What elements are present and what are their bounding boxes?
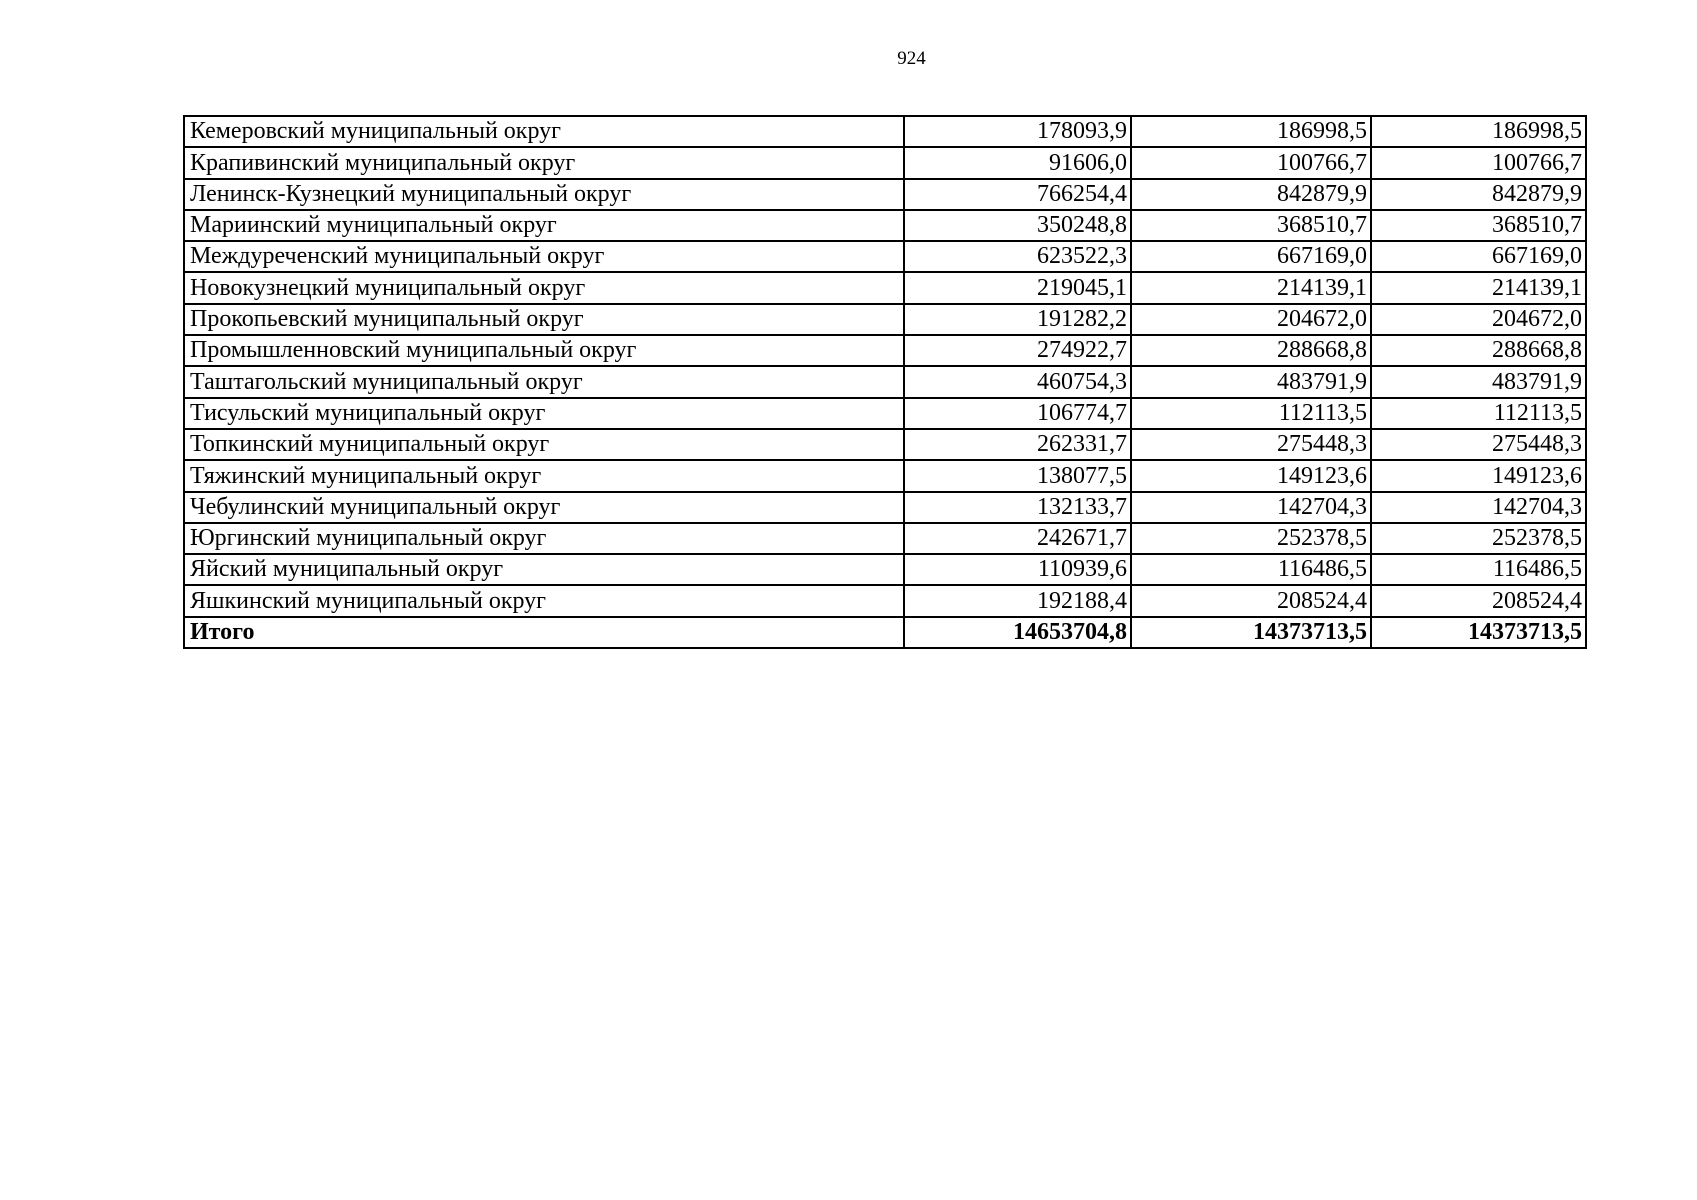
row-value-1: 623522,3 [904,241,1131,272]
row-value-3: 208524,4 [1371,585,1586,616]
row-value-2: 149123,6 [1131,460,1371,491]
row-value-1: 191282,2 [904,304,1131,335]
table-row [184,398,1586,429]
row-value-3: 368510,7 [1371,210,1586,241]
row-value-1: 262331,7 [904,429,1131,460]
row-value-2: 667169,0 [1131,241,1371,272]
row-name: Ленинск-Кузнецкий муниципальный округ [184,179,904,210]
table-row [184,241,1586,272]
row-name: Чебулинский муниципальный округ [184,492,904,523]
row-value-3: 116486,5 [1371,554,1586,585]
row-name: Промышленновский муниципальный округ [184,335,904,366]
table-row [184,492,1586,523]
table-row [184,272,1586,303]
row-name: Таштагольский муниципальный округ [184,366,904,397]
row-value-1: 132133,7 [904,492,1131,523]
table-row [184,429,1586,460]
row-value-3: 252378,5 [1371,523,1586,554]
row-name: Тяжинский муниципальный округ [184,460,904,491]
row-value-3: 288668,8 [1371,335,1586,366]
row-value-2: 204672,0 [1131,304,1371,335]
row-value-1: 766254,4 [904,179,1131,210]
row-value-3: 667169,0 [1371,241,1586,272]
row-value-1: 242671,7 [904,523,1131,554]
row-value-2: 116486,5 [1131,554,1371,585]
row-value-1: 91606,0 [904,147,1131,178]
row-value-2: 252378,5 [1131,523,1371,554]
row-value-1: 460754,3 [904,366,1131,397]
table-row [184,116,1586,147]
total-row [184,617,1586,648]
row-value-2: 483791,9 [1131,366,1371,397]
row-name: Новокузнецкий муниципальный округ [184,272,904,303]
row-value-3: 214139,1 [1371,272,1586,303]
total-value-3: 14373713,5 [1371,617,1586,648]
table-body [184,116,1586,648]
table-row [184,554,1586,585]
row-value-1: 274922,7 [904,335,1131,366]
row-value-3: 186998,5 [1371,116,1586,147]
table-row [184,304,1586,335]
row-value-1: 138077,5 [904,460,1131,491]
row-value-3: 142704,3 [1371,492,1586,523]
table-row [184,523,1586,554]
row-name: Мариинский муниципальный округ [184,210,904,241]
row-value-3: 275448,3 [1371,429,1586,460]
table-row [184,179,1586,210]
row-name: Юргинский муниципальный округ [184,523,904,554]
row-name: Яшкинский муниципальный округ [184,585,904,616]
table-row [184,366,1586,397]
row-value-3: 204672,0 [1371,304,1586,335]
table-row [184,585,1586,616]
row-value-3: 100766,7 [1371,147,1586,178]
row-name: Кемеровский муниципальный округ [184,116,904,147]
row-value-2: 288668,8 [1131,335,1371,366]
row-name: Яйский муниципальный округ [184,554,904,585]
row-value-1: 192188,4 [904,585,1131,616]
page-number: 924 [897,48,926,69]
row-name: Междуреченский муниципальный округ [184,241,904,272]
row-value-2: 100766,7 [1131,147,1371,178]
row-name: Крапивинский муниципальный округ [184,147,904,178]
row-value-2: 112113,5 [1131,398,1371,429]
row-value-1: 110939,6 [904,554,1131,585]
row-name: Топкинский муниципальный округ [184,429,904,460]
row-value-2: 142704,3 [1131,492,1371,523]
row-name: Тисульский муниципальный округ [184,398,904,429]
row-value-3: 483791,9 [1371,366,1586,397]
row-value-2: 842879,9 [1131,179,1371,210]
row-value-3: 112113,5 [1371,398,1586,429]
row-value-3: 842879,9 [1371,179,1586,210]
table-row [184,147,1586,178]
total-label: Итого [184,617,904,648]
table-row [184,210,1586,241]
row-value-2: 368510,7 [1131,210,1371,241]
row-value-2: 208524,4 [1131,585,1371,616]
row-value-3: 149123,6 [1371,460,1586,491]
total-value-1: 14653704,8 [904,617,1131,648]
row-name: Прокопьевский муниципальный округ [184,304,904,335]
row-value-1: 178093,9 [904,116,1131,147]
total-value-2: 14373713,5 [1131,617,1371,648]
row-value-2: 214139,1 [1131,272,1371,303]
row-value-1: 106774,7 [904,398,1131,429]
row-value-2: 275448,3 [1131,429,1371,460]
budget-table [183,115,1587,649]
table-row [184,460,1586,491]
table-row [184,335,1586,366]
row-value-2: 186998,5 [1131,116,1371,147]
row-value-1: 219045,1 [904,272,1131,303]
row-value-1: 350248,8 [904,210,1131,241]
